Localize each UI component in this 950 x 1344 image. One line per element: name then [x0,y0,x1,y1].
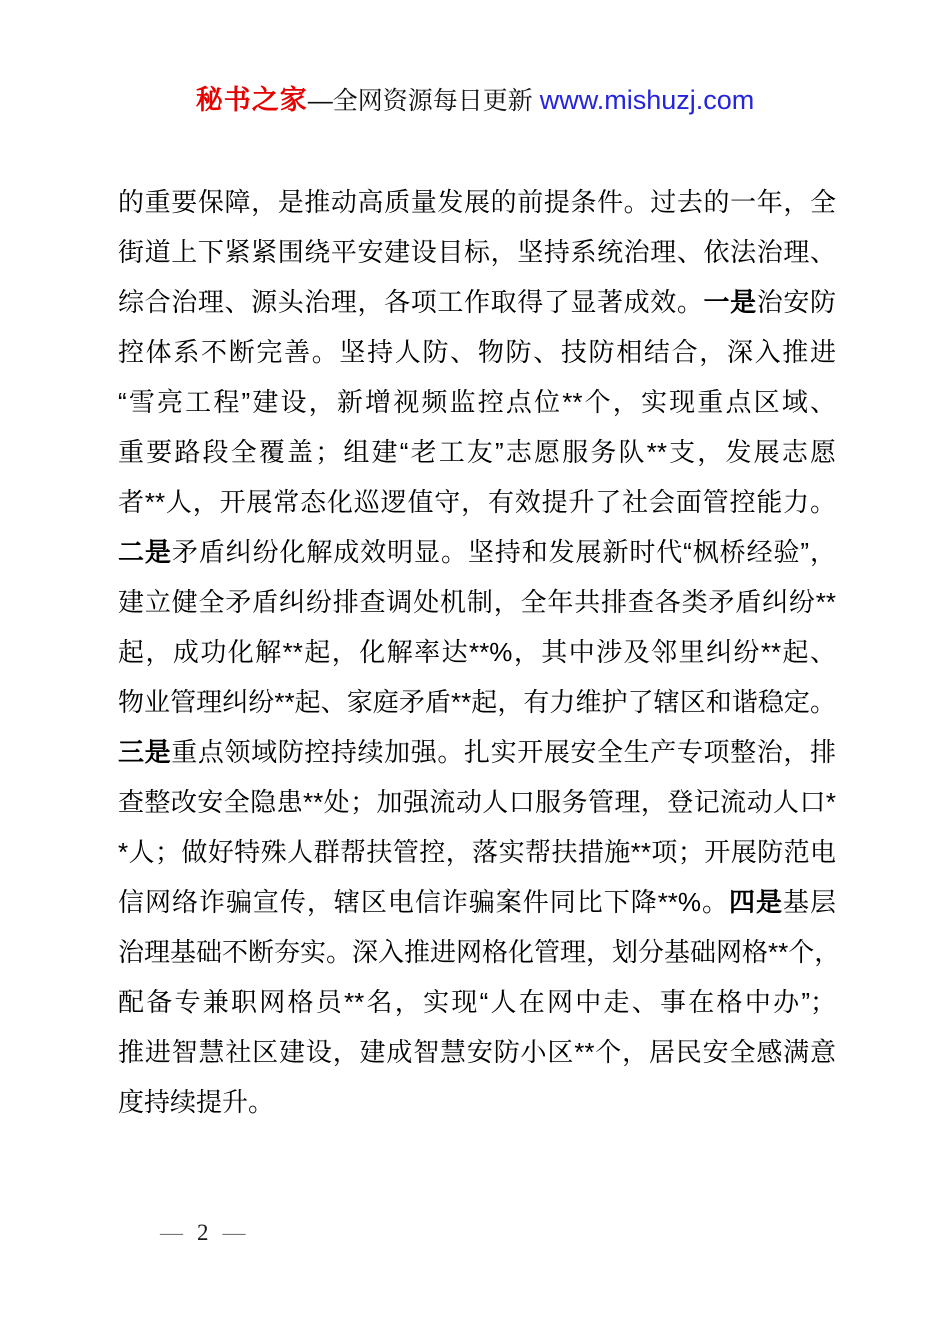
text-line [118,427,836,477]
text-run: 控体系不断完善。坚持人防、物防、技防相结合，深入推进 [118,337,836,367]
site-tagline: —全网资源每日更新 [307,87,540,115]
text-run: 度持续提升。 [118,1087,275,1117]
text-line [118,477,836,527]
text-line [118,977,836,1027]
text-run: 街道上下紧紧围绕平安建设目标，坚持系统治理、依法治理、 [118,237,836,267]
site-brand: 秘书之家 [195,85,308,115]
text-run: 物业管理纠纷**起、家庭矛盾**起，有力维护了辖区和谐稳定。 [118,687,836,717]
text-line [118,1077,836,1127]
text-run: 基层 [783,887,836,917]
text-line [118,777,836,827]
text-line [118,877,836,927]
text-run: 治理基础不断夯实。深入推进网格化管理，划分基础网格**个， [118,937,841,967]
bold-run: 三是 [118,737,172,767]
site-header [0,82,950,119]
text-run: 重要路段全覆盖；组建“老工友”志愿服务队**支，发展志愿 [118,437,836,467]
bold-run: 四是 [729,887,783,917]
bold-run: 一是 [703,287,757,317]
text-run: 者**人，开展常态化巡逻值守，有效提升了社会面管控能力。 [118,487,836,517]
text-line [118,527,836,577]
text-line [118,927,841,977]
text-line [118,727,836,777]
text-run: “雪亮工程”建设，新增视频监控点位**个，实现重点区域、 [118,387,836,417]
page-number [160,1218,246,1248]
text-line [118,577,836,627]
page-number-value: 2 [197,1220,209,1245]
text-run: 查整改安全隐患**处；加强流动人口服务管理，登记流动人口* [118,787,836,817]
text-run: 治安防 [756,287,836,317]
text-line [118,677,836,727]
text-run: 重点领域防控持续加强。扎实开展安全生产专项整治，排 [171,737,836,767]
text-run: 建立健全矛盾纠纷排查调处机制，全年共排查各类矛盾纠纷** [118,587,836,617]
document-body [118,177,841,1127]
text-line [118,627,836,677]
text-run: 综合治理、源头治理，各项工作取得了显著成效。 [118,287,704,317]
text-run: 配备专兼职网格员**名，实现“人在网中走、事在格中办”； [118,987,836,1017]
text-line [118,827,836,877]
text-line [118,227,836,277]
text-line [118,177,836,227]
site-url-link[interactable]: www.mishuzj.com [539,85,755,115]
text-run: 信网络诈骗宣传，辖区电信诈骗案件同比下降**%。 [118,887,730,917]
text-line [118,377,836,427]
bold-run: 二是 [118,537,172,567]
text-line [118,327,836,377]
text-run: 起，成功化解**起，化解率达**%，其中涉及邻里纠纷**起、 [118,637,836,667]
text-run: 矛盾纠纷化解成效明显。坚持和发展新时代“枫桥经验”， [171,537,836,567]
page-number-dash-left: — [160,1220,183,1245]
text-line [118,1027,836,1077]
text-run: 推进智慧社区建设，建成智慧安防小区**个，居民安全感满意 [118,1037,836,1067]
text-line [118,277,836,327]
page-number-dash-right: — [222,1220,246,1245]
text-run: *人；做好特殊人群帮扶管控，落实帮扶措施**项；开展防范电 [118,837,836,867]
text-run: 的重要保障，是推动高质量发展的前提条件。过去的一年，全 [118,187,836,217]
